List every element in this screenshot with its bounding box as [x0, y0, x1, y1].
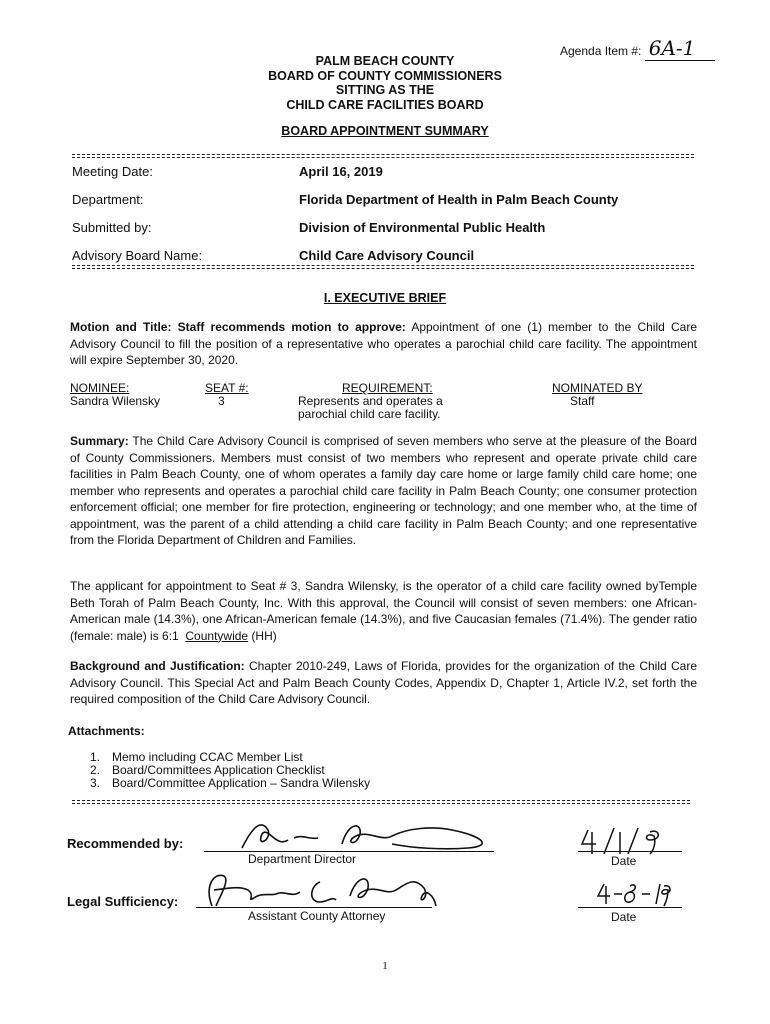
seat-number: 3	[218, 394, 225, 408]
applicant-paragraph	[70, 578, 697, 644]
header-line: CHILD CARE FACILITIES BOARD	[286, 97, 484, 112]
countywide-text: Countywide	[185, 628, 249, 643]
motion-label: Motion and Title: Staff recommends motion to approve:	[70, 320, 406, 334]
requirement-line: Represents and operates a	[298, 394, 443, 408]
header-line: BOARD OF COUNTY COMMISSIONERS	[268, 68, 502, 83]
meeting-date-value: April 16, 2019	[299, 164, 383, 179]
requirement-line: parochial child care facility.	[298, 407, 441, 421]
list-item: 1. Memo including CCAC Member List	[90, 750, 303, 764]
background-paragraph	[70, 658, 697, 708]
countywide-suffix: (HH)	[251, 628, 277, 643]
summary-label: Summary:	[70, 434, 129, 448]
recommended-by-label: Recommended by:	[67, 836, 184, 851]
divider	[72, 154, 694, 158]
department-director-caption: Department Director	[248, 852, 357, 866]
document-header	[0, 54, 770, 112]
summary-paragraph	[70, 433, 697, 549]
motion-paragraph	[70, 319, 697, 369]
summary-title: BOARD APPOINTMENT SUMMARY	[281, 124, 489, 138]
nominee-header: NOMINEE:	[70, 381, 130, 395]
list-item: 3. Board/Committee Application – Sandra Wilensky	[90, 776, 371, 790]
advisory-board-label: Advisory Board Name:	[72, 248, 203, 263]
executive-brief-title: I. EXECUTIVE BRIEF	[323, 291, 447, 305]
agenda-item-number: 6A-1	[645, 36, 715, 61]
submitted-by-value: Division of Environmental Public Health	[299, 220, 546, 235]
background-text: Chapter 2010-249, Laws of Florida, provides for the organization of the Child Care Advisory Council. This Special Act and Palm Beach County Codes, Appendix D, Chapter 1, Article IV.2, set forth the required composition of the Child Care Advisory Council.	[70, 659, 698, 706]
nominee-name: Sandra Wilensky	[70, 394, 161, 408]
applicant-text: The applicant for appointment to Seat # 3, Sandra Wilensky, is the operator of a child care facility owned byTemple Beth Torah of Palm Beach County, Inc. With this approval, the Council will consist of seven members: one African-American male (14.3%), one African-American female (14.3%), and five Caucasian females (71.4%). The gender ratio (female: male) is 6:1	[70, 579, 697, 643]
header-line: SITTING AS THE	[335, 83, 435, 97]
nominated-by-header: NOMINATED BY	[552, 381, 643, 395]
header-line: PALM BEACH COUNTY	[315, 54, 455, 68]
motion-text: Appointment of one (1) member to the Child Care Advisory Council to fill the position of a representative who operates a parochial child care facility. The appointment will expire September 30, 2020.	[70, 320, 697, 367]
date-caption: Date	[611, 854, 637, 868]
submitted-by-label: Submitted by:	[72, 220, 152, 235]
divider	[72, 265, 694, 269]
seat-header: SEAT #:	[205, 381, 249, 395]
meeting-date-label: Meeting Date:	[72, 164, 153, 179]
director-date-handwriting	[580, 826, 670, 856]
attorney-date-handwriting	[596, 880, 672, 908]
nominated-by-value: Staff	[570, 394, 595, 408]
advisory-board-value: Child Care Advisory Council	[299, 248, 475, 263]
attachments-list	[90, 751, 370, 790]
summary-text: The Child Care Advisory Council is comprised of seven members who serve at the pleasure of the Board of County Commissioners. Members must consist of two members who represent and operate private child care facilities in Palm Beach County, one of whom operates a family day care home or large family child care home; one member who represents and operates a parochial child care facility in Palm Beach County; one consumer protection enforcement official; one member for fire protection, engineering or technology; and one member who, at the time of appointment, was the parent of a child attending a child care facility in Palm Beach County; and one representative from the Florida Department of Children and Families.	[70, 434, 697, 547]
assistant-county-attorney-caption: Assistant County Attorney	[248, 909, 386, 923]
legal-sufficiency-label: Legal Sufficiency:	[67, 894, 179, 909]
attachments-label: Attachments:	[68, 724, 145, 738]
date-caption: Date	[611, 910, 637, 924]
background-label: Background and Justification:	[70, 659, 245, 673]
department-label: Department:	[72, 192, 144, 207]
requirement-header: REQUIREMENT:	[342, 381, 433, 395]
page-number: 1	[382, 960, 388, 972]
department-value: Florida Department of Health in Palm Beach County	[299, 192, 619, 207]
list-item: 2. Board/Committees Application Checklist	[90, 763, 325, 777]
divider	[72, 800, 690, 804]
agenda-item-label: Agenda Item #:	[560, 44, 642, 58]
